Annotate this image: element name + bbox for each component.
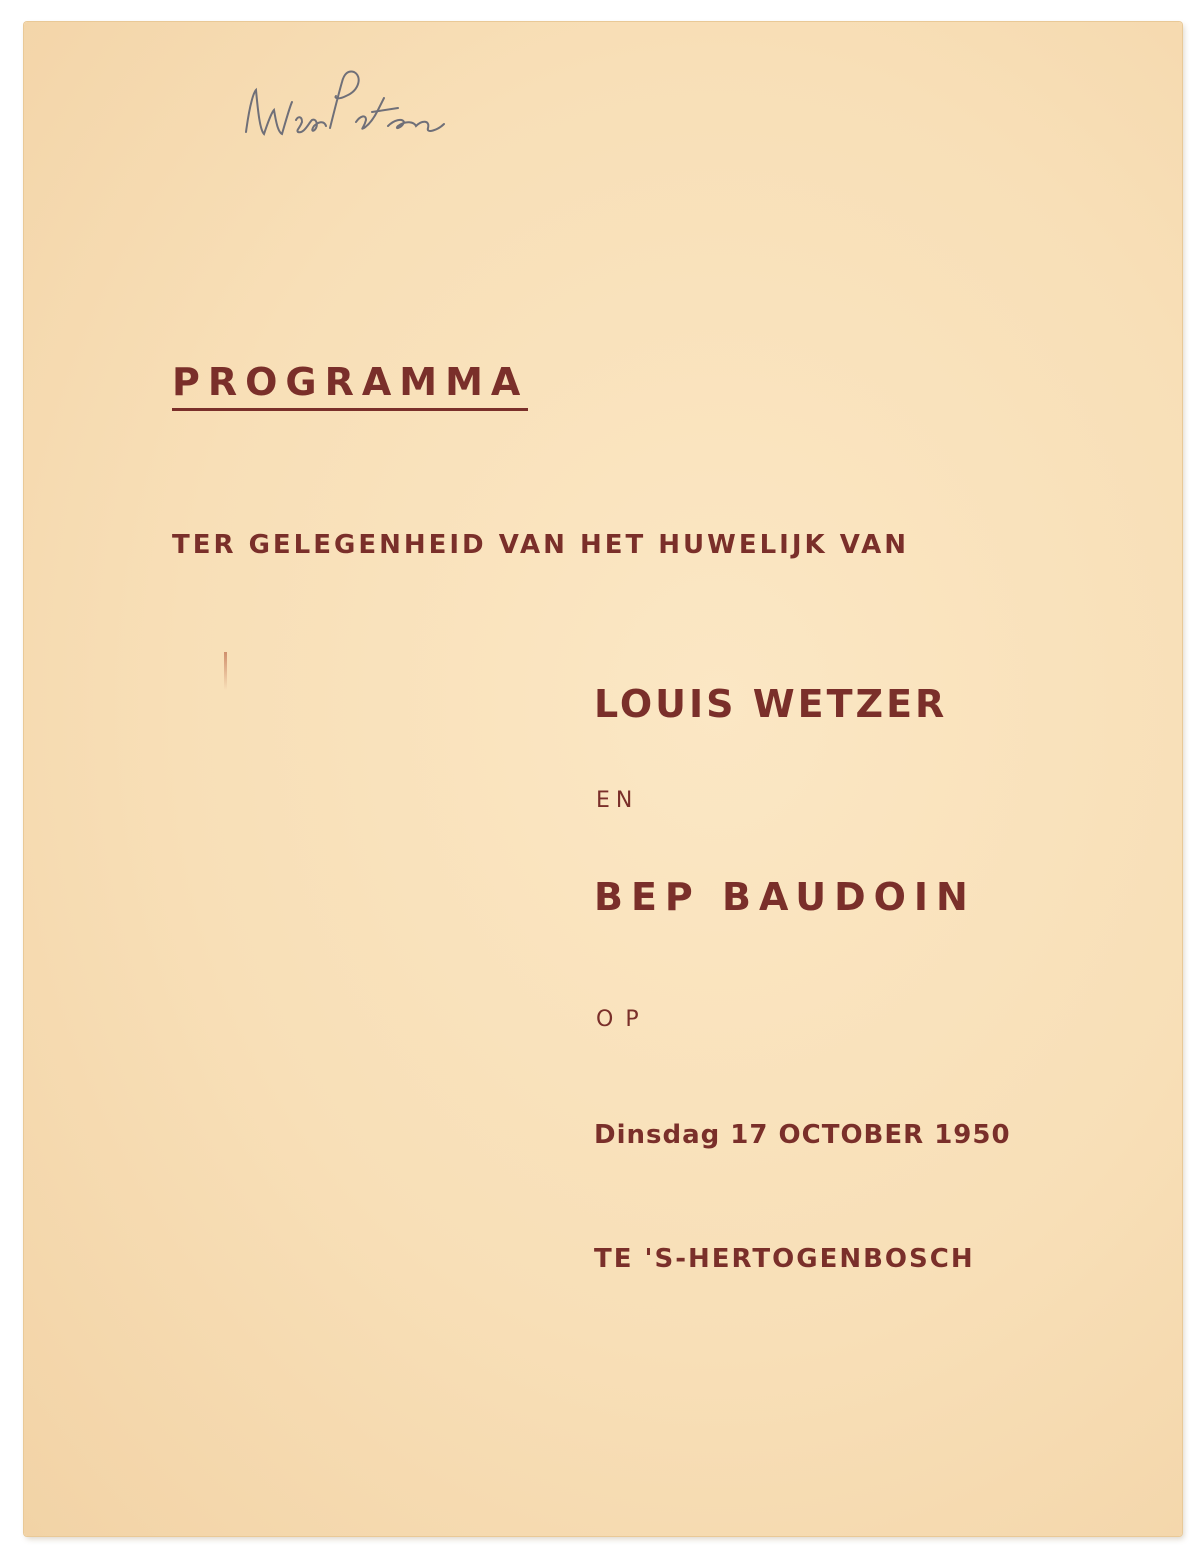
- signature-scribble: [238, 62, 478, 152]
- wedding-date: Dinsdag 17 OCTOBER 1950: [594, 1120, 1011, 1150]
- wedding-place: TE 'S-HERTOGENBOSCH: [594, 1244, 975, 1274]
- program-title: PROGRAMMA: [172, 360, 528, 411]
- groom-name: LOUIS WETZER: [594, 682, 948, 726]
- connector-op: OP: [596, 1007, 651, 1032]
- program-cover: [24, 22, 1182, 1536]
- occasion-line: TER GELEGENHEID VAN HET HUWELIJK VAN: [172, 530, 909, 560]
- paper-stain: [224, 652, 227, 690]
- connector-en: EN: [596, 788, 639, 813]
- handwritten-signature: [238, 62, 478, 152]
- bride-name: BEP BAUDOIN: [594, 875, 976, 919]
